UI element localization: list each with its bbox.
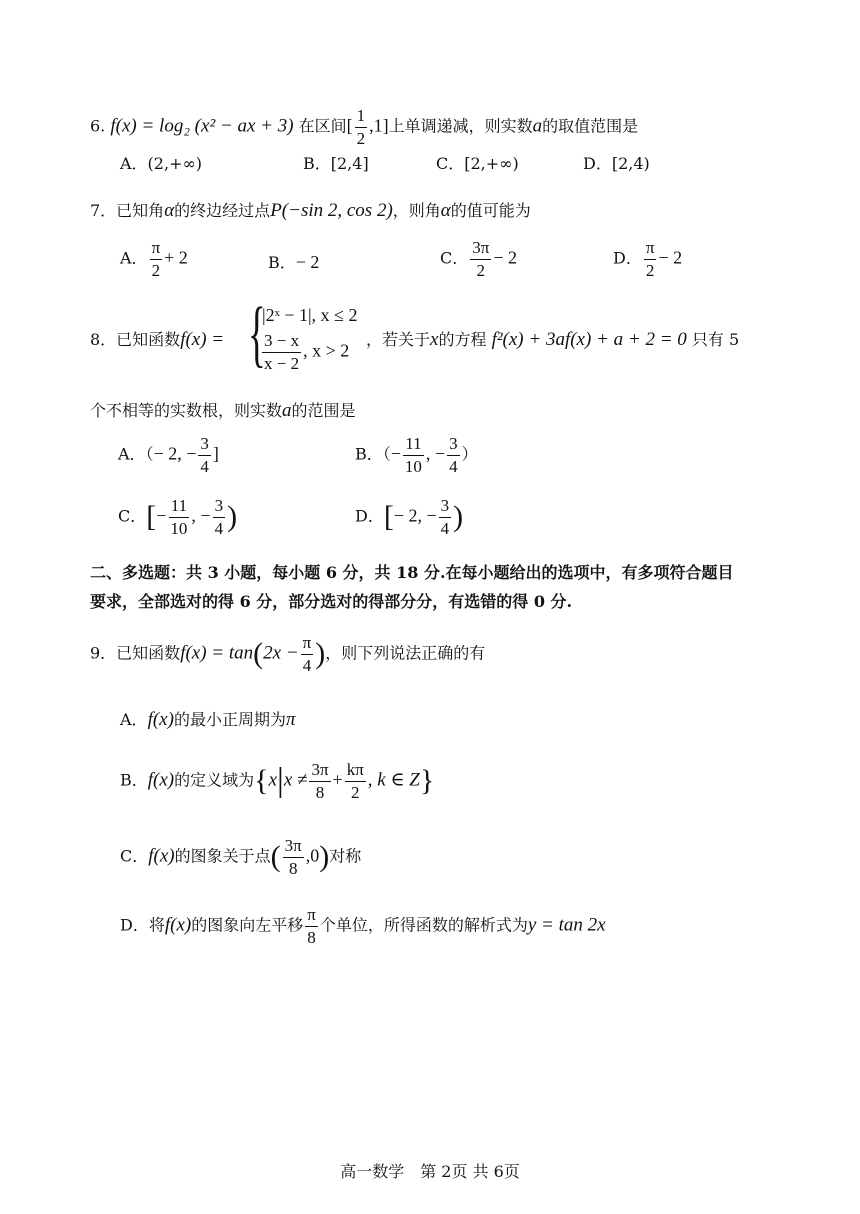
- q6-option-a: A．(2,+∞): [120, 154, 203, 173]
- q9-fx: f(x) = tan: [180, 642, 254, 664]
- q8-fx: f(x) =: [180, 329, 225, 350]
- q7-option-d: D． $\frac{\pi}{2}$ − 2: [613, 238, 683, 280]
- q9-option-a: A．f(x)的最小正周期为π: [120, 709, 296, 730]
- section-2-heading-line1: 二、多选题：共 3 小题，每小题 6 分，共 18 分.在每小题给出的选项中，有多项符合题目: [90, 563, 734, 582]
- q6-option-c: C．[2,+∞): [436, 154, 519, 173]
- q6-stem: [90, 106, 638, 148]
- q9-option-b: B．f(x)的定义域为{x|x ≠ $\frac{3\pi}{8}$ + $\frac{k\pi}{2}$ , k ∈ Z}: [120, 760, 435, 802]
- exam-page: 6. f(x) = log₂ (x² − ax + 3) 在区间[ $\frac{1}{2}$ ,1]上单调递减，则实数a的取值范围是 A．(2,+∞) B．[2,4] C．[2,+∞) D．[2,4) 7．已知角α的终边经过点P(−sin 2, cos 2)，则角α的值可能为 A． $\frac{\pi}{2}$ + 2 B．− 2 C． $\frac{3\pi}{2}$ − 2 D． $\frac{\pi}{2}$ − 2 8．已知函数f(x) = { |2ˣ − 1|, x ≤ 2 $\frac{3 - x}{x - 2}$ , x > 2 ，若关于x的方程 f²(x) + 3af(x) + a + 2 = 0 只有 5 个不相等的实数根，则实数a的范围是 A．（− 2, − $\frac{3}{4}$ ] B．（− $\frac{11}{10}$ , − $\frac{3}{4}$ ） C．[− $\frac{11}{10}$ , − $\frac{3}{4}$ ) D．[− 2, − $\frac{3}{4}$ ) 二、多选题：共 3 小题，每小题 6 分，共 18 分.在每小题给出的选项中，有多项符合题目 要求，全部选对的得 6 分，部分选对的得部分分，有选错的得 0 分. 9．已知函数f(x) = tan(2x − $\frac{\pi}{4}$ )，则下列说法正确的有 A．f(x)的最小正周期为π B．f(x)的定义域为{x|x ≠ $\frac{3\pi}{8}$ + $\frac{k\pi}{2}$ , k ∈ Z} C．f(x)的图象关于点( $\frac{3\pi}{8}$ ,0)对称 D．将f(x)的图象向左平移 $\frac{\pi}{8}$ 个单位，所得函数的解析式为y = tan 2x 高一数学 第 2页 共 6页: [0, 0, 860, 1214]
- q6-number: 6.: [90, 116, 106, 136]
- q6-interval-close: ,1]: [369, 115, 389, 136]
- q6-interval-fraction: $\frac{1}{2}$: [356, 106, 366, 148]
- q7-stem: [90, 201, 531, 220]
- q7-text-c: 的值可能为: [450, 201, 531, 220]
- q7-text-a: 的终边经过点: [174, 201, 271, 220]
- q8-case-2: $\frac{3 - x}{x - 2}$ , x > 2: [264, 331, 350, 373]
- q6-option-b: B．[2,4]: [303, 154, 369, 173]
- q6-option-d: D．[2,4): [583, 154, 650, 173]
- section-2-heading-line2: 要求，全部选对的得 6 分，部分选对的得部分分，有选错的得 0 分.: [90, 592, 573, 611]
- q9-option-d: D．将f(x)的图象向左平移 $\frac{\pi}{8}$ 个单位，所得函数的解析式为y = tan 2x: [120, 905, 606, 947]
- q7-option-c: C． $\frac{3\pi}{2}$ − 2: [440, 238, 517, 280]
- q9-option-c: C．f(x)的图象关于点( $\frac{3\pi}{8}$ ,0)对称: [120, 836, 362, 878]
- q7-option-a: A． $\frac{\pi}{2}$ + 2: [120, 238, 188, 280]
- q8-equation: f²(x) + 3af(x) + a + 2 = 0: [491, 329, 687, 350]
- q6-text-a: 在区间: [298, 116, 347, 136]
- q8-case-1: |2ˣ − 1|, x ≤ 2: [262, 305, 358, 325]
- q6-var: a: [532, 115, 543, 137]
- q8-option-c: C．[− $\frac{11}{10}$ , − $\frac{3}{4}$ ): [118, 496, 238, 538]
- q7-text-b: ，则角: [392, 201, 441, 220]
- q7-point: P(−sin 2, cos 2): [270, 200, 393, 221]
- q7-alpha2: α: [440, 200, 451, 221]
- page-footer: 高一数学 第 2页 共 6页: [340, 1162, 520, 1181]
- q9-stem: 9．已知函数f(x) = tan(2x − $\frac{\pi}{4}$ )，则下列说法正确的有: [90, 633, 486, 675]
- q6-interval-open: [: [346, 115, 353, 136]
- q8-stem-line2: 个不相等的实数根，则实数a的范围是: [90, 400, 356, 421]
- q8-option-a: A．（− 2, − $\frac{3}{4}$ ]: [118, 434, 219, 476]
- q7-option-b: B．− 2: [268, 252, 320, 272]
- q7-alpha: α: [164, 200, 175, 221]
- q7-number: 7．已知角: [90, 201, 165, 220]
- q8-option-b: B．（− $\frac{11}{10}$ , − $\frac{3}{4}$ ）: [355, 434, 478, 476]
- q8-stem-lead: 8．已知函数f(x) =: [90, 329, 225, 350]
- q8-stem-tail: ，若关于x的方程 f²(x) + 3af(x) + a + 2 = 0 只有 5: [366, 329, 740, 350]
- q6-text-c: 的取值范围是: [542, 116, 639, 136]
- q6-text-b: 上单调递减，则实数: [388, 116, 533, 136]
- q6-function: f(x) = log₂ (x² − ax + 3): [110, 115, 294, 137]
- q8-option-d: D．[− 2, − $\frac{3}{4}$ ): [355, 496, 464, 538]
